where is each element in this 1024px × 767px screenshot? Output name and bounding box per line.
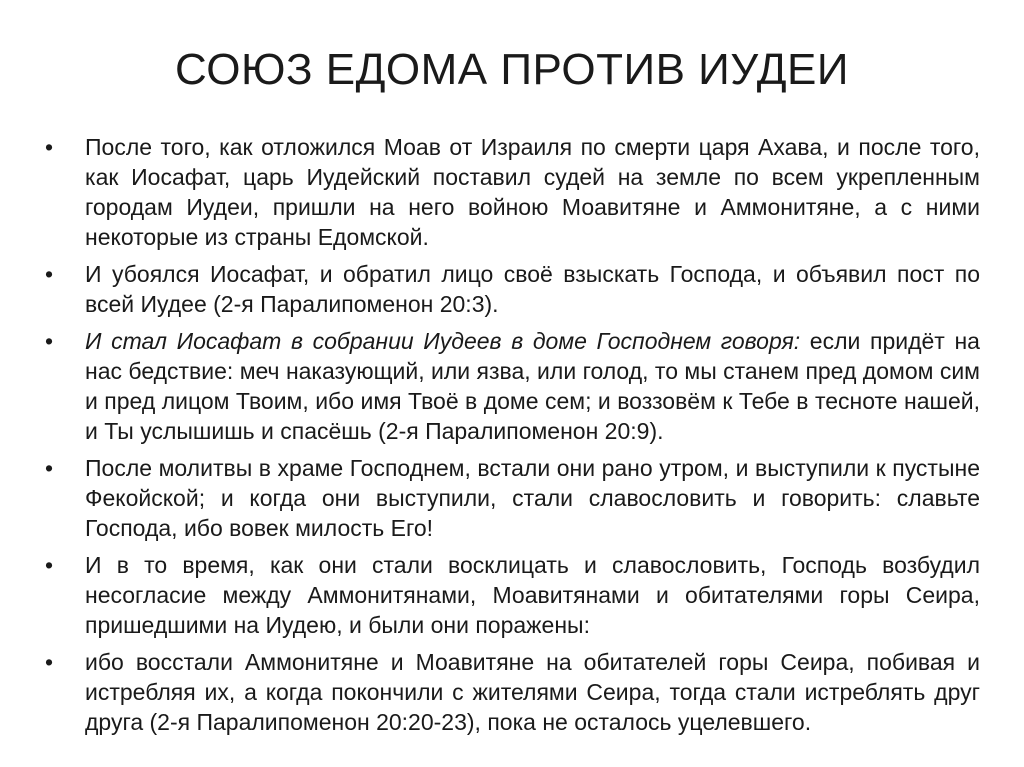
bullet-list [45, 132, 980, 744]
bullet-text: И убоялся Иосафат, и обратил лицо своё взыскать Господа, и объявил пост по всей Иудее (2-я Паралипоменон 20:3). [85, 261, 980, 317]
bullet-item [45, 326, 980, 446]
bullet-item [45, 259, 980, 319]
bullet-dot-icon: • [45, 649, 54, 675]
bullet-text [85, 328, 980, 444]
bullet-item [45, 647, 980, 737]
bullet-text: ибо восстали Аммонитяне и Моавитяне на обитателей горы Сеира, побивая и истребляя их, а когда покончили с жителями Сеира, тогда стали истреблять друг друга (2-я Паралипоменон 20:20-23), пока не осталось уцелевшего. [85, 649, 980, 735]
bullet-text: И в то время, как они стали восклицать и славословить, Господь возбудил несогласие между Аммонитянами, Моавитянами и обитателями горы Сеира, пришедшими на Иудею, и были они поражены: [85, 552, 980, 638]
bullet-item [45, 550, 980, 640]
bullet-text: После того, как отложился Моав от Израиля по смерти царя Ахава, и после того, как Иосафат, царь Иудейский поставил судей на земле по всем укрепленным городам Иудеи, пришли на него войною Моавитяне и Аммонитяне, а с ними некоторые из страны Едомской. [85, 134, 980, 250]
bullet-dot-icon: • [45, 328, 54, 354]
bullet-dot-icon: • [45, 261, 54, 287]
bullet-dot-icon: • [45, 134, 54, 160]
bullet-text-italic: И стал Иосафат в собрании Иудеев в доме Господнем говоря: [85, 328, 801, 354]
slide-title: СОЮЗ ЕДОМА ПРОТИВ ИУДЕИ [174, 45, 850, 94]
bullet-text-regular: если придёт на нас бедствие: меч наказующий, или язва, или голод, то мы станем пред домом сим и пред лицом Твоим, ибо имя Твоё в доме сем; и воззовём к Тебе в тесноте нашей, и Ты услышишь и спасёшь (2-я Паралипоменон 20:9). [85, 328, 980, 444]
bullet-item [45, 453, 980, 543]
bullet-item [45, 132, 980, 252]
bullet-text: После молитвы в храме Господнем, встали они рано утром, и выступили к пустыне Фекойской; и когда они выступили, стали славословить и говорить: славьте Господа, ибо вовек милость Его! [85, 455, 980, 541]
bullet-dot-icon: • [45, 455, 54, 481]
bullet-dot-icon: • [45, 552, 54, 578]
